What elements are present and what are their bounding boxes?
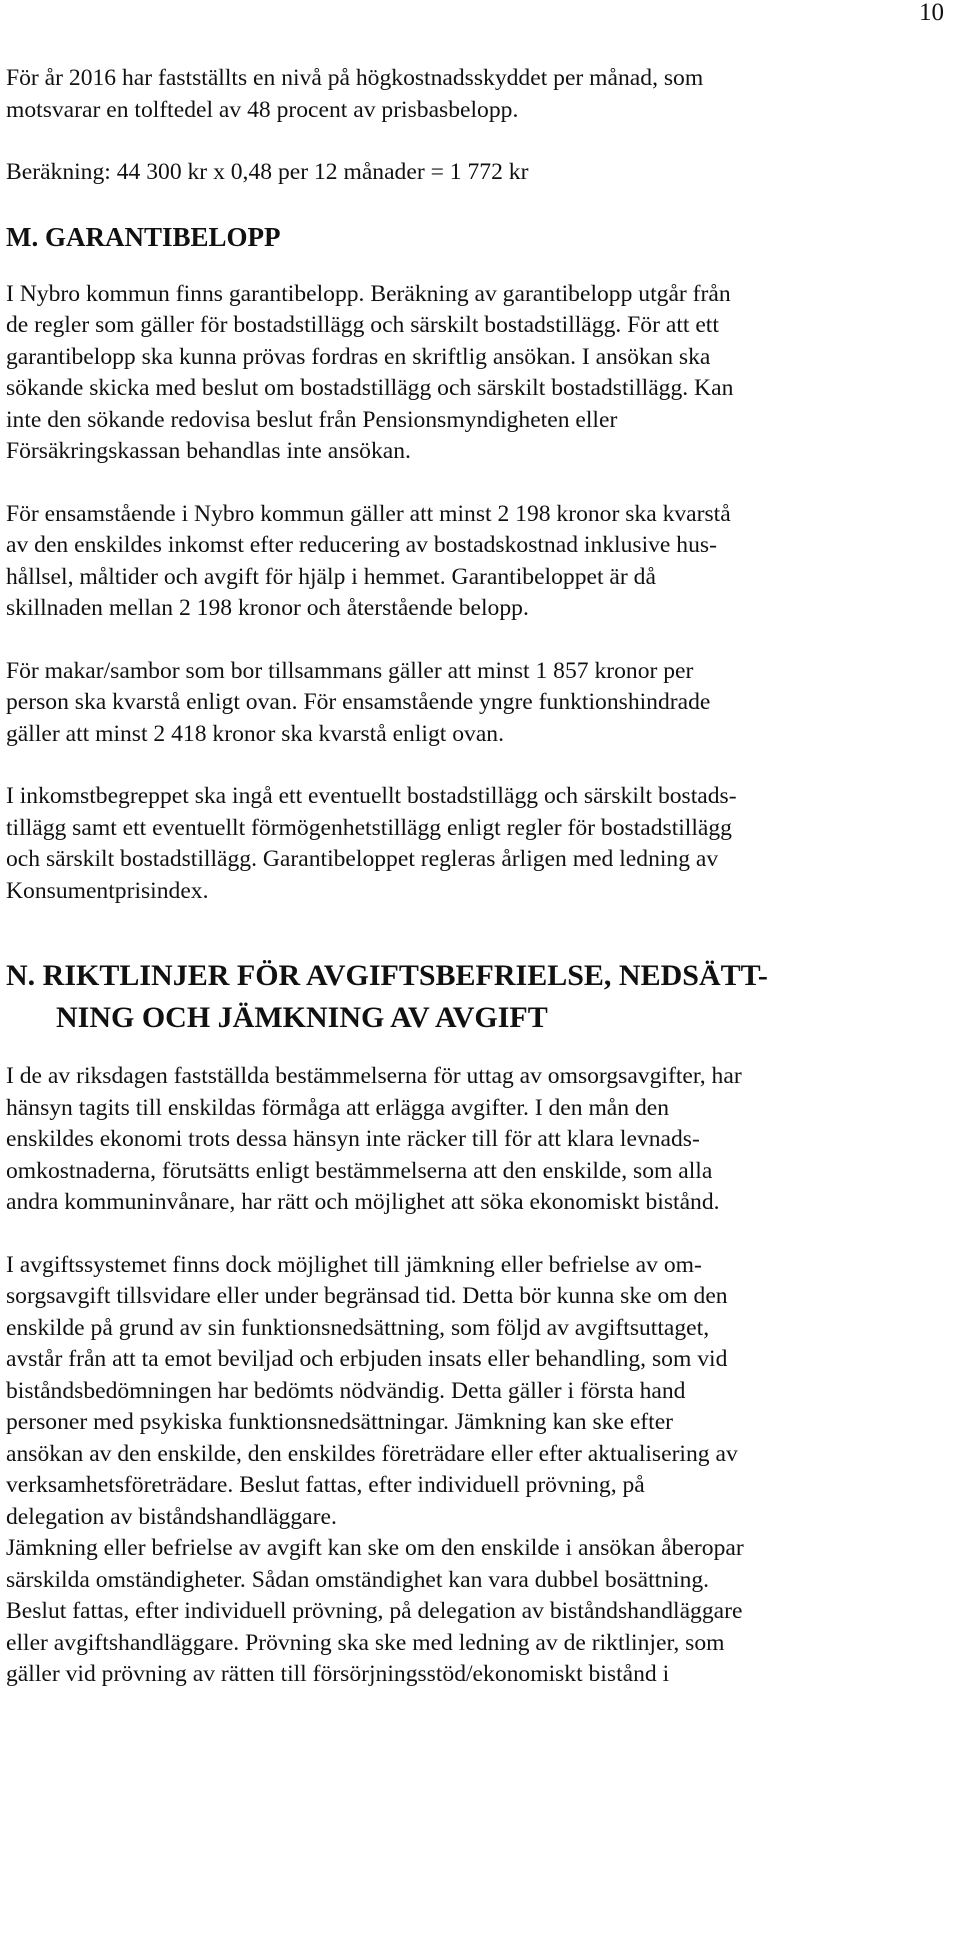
paragraph-income-concept: I inkomstbegreppet ska ingå ett eventuellt bostadstillägg och särskilt bostads- tillägg samt ett eventuellt förmögenhetstillägg enligt regler för bostadstillägg och särskilt bostadstillägg. Garantibeloppet regleras årligen med ledning av Konsumentprisindex. — [6, 783, 737, 904]
paragraph-special-circumstances: Jämkning eller befrielse av avgift kan ske om den enskilde i ansökan åberopar särskilda omständigheter. Sådan omständighet kan vara dubbel bosättning. Beslut fattas, efter individuell prövning, på delegation av biståndshandläggare eller avgiftshandläggare. Prövning ska ske med ledning av de riktlinjer, som gäller vid prövning av rätten till försörjningsstöd/ekonomiskt bistånd i — [6, 1535, 744, 1687]
paragraph-couples-minimum: För makar/sambor som bor tillsammans gäller att minst 1 857 kronor per person ska kvarstå enligt ovan. För ensamstående yngre funktionshindrade gäller att minst 2 418 kronor ska kvarstå enligt ovan. — [6, 657, 711, 747]
paragraph-riksdagen-rules: I de av riksdagen fastställda bestämmelserna för uttag av omsorgsavgifter, har hänsyn tagits till enskildas förmåga att erlägga avgifter. I den mån den enskildes ekonomi trots dessa hänsyn inte räcker till för att klara levnads- omkostnaderna, förutsätts enligt bestämmelserna att den enskilde, som alla andra kommuninvånare, har rätt och möjlighet att söka ekonomiskt bistånd. — [6, 1063, 742, 1215]
paragraph-high-cost-protection: För år 2016 har fastställts en nivå på högkostnadsskyddet per månad, som motsvarar en tolftedel av 48 procent av prisbasbelopp. — [6, 65, 704, 123]
section-heading-riktlinjer — [6, 955, 948, 1039]
section-heading-garantibelopp: M. GARANTIBELOPP — [6, 221, 281, 252]
section-heading-riktlinjer-line1: N. RIKTLINJER FÖR AVGIFTSBEFRIELSE, NEDSÄTT- — [6, 959, 768, 992]
section-heading-riktlinjer-line2: NING OCH JÄMKNING AV AVGIFT — [56, 1001, 548, 1034]
paragraph-fee-adjustment: I avgiftssystemet finns dock möjlighet till jämkning eller befrielse av om- sorgsavgift tillsvidare eller under begränsad tid. Detta bör kunna ske om den enskilde på grund av sin funktionsnedsättning, som följd av avgiftsuttaget, avstår från att ta emot beviljad och erbjuden insats eller behandling, som vid biståndsbedömningen har bedömts nödvändig. Detta gäller i första hand personer med psykiska funktionsnedsättningar. Jämkning kan ske efter ansökan av den enskilde, den enskildes företrädare eller efter aktualisering av verksamhetsföreträdare. Beslut fattas, efter individuell prövning, på delegation av biståndshandläggare. — [6, 1251, 738, 1530]
paragraph-single-minimum: För ensamstående i Nybro kommun gäller att minst 2 198 kronor ska kvarstå av den enskildes inkomst efter reducering av bostadskostnad inklusive hus- hållsel, måltider och avgift för hjälp i hemmet. Garantibeloppet är då skillnaden mellan 2 198 kronor och återstående belopp. — [6, 500, 731, 621]
page-number: 10 — [919, 0, 944, 26]
paragraph-calculation: Beräkning: 44 300 kr x 0,48 per 12 månader = 1 772 kr — [6, 159, 529, 185]
document-body — [6, 63, 948, 1691]
paragraph-garantibelopp-intro: I Nybro kommun finns garantibelopp. Beräkning av garantibelopp utgår från de regler som gäller för bostadstillägg och särskilt bostadstillägg. För att ett garantibelopp ska kunna prövas fordras en skriftlig ansökan. I ansökan ska sökande skicka med beslut om bostadstillägg och särskilt bostadstillägg. Kan inte den sökande redovisa beslut från Pensionsmyndigheten eller Försäkringskassan behandlas inte ansökan. — [6, 280, 734, 464]
